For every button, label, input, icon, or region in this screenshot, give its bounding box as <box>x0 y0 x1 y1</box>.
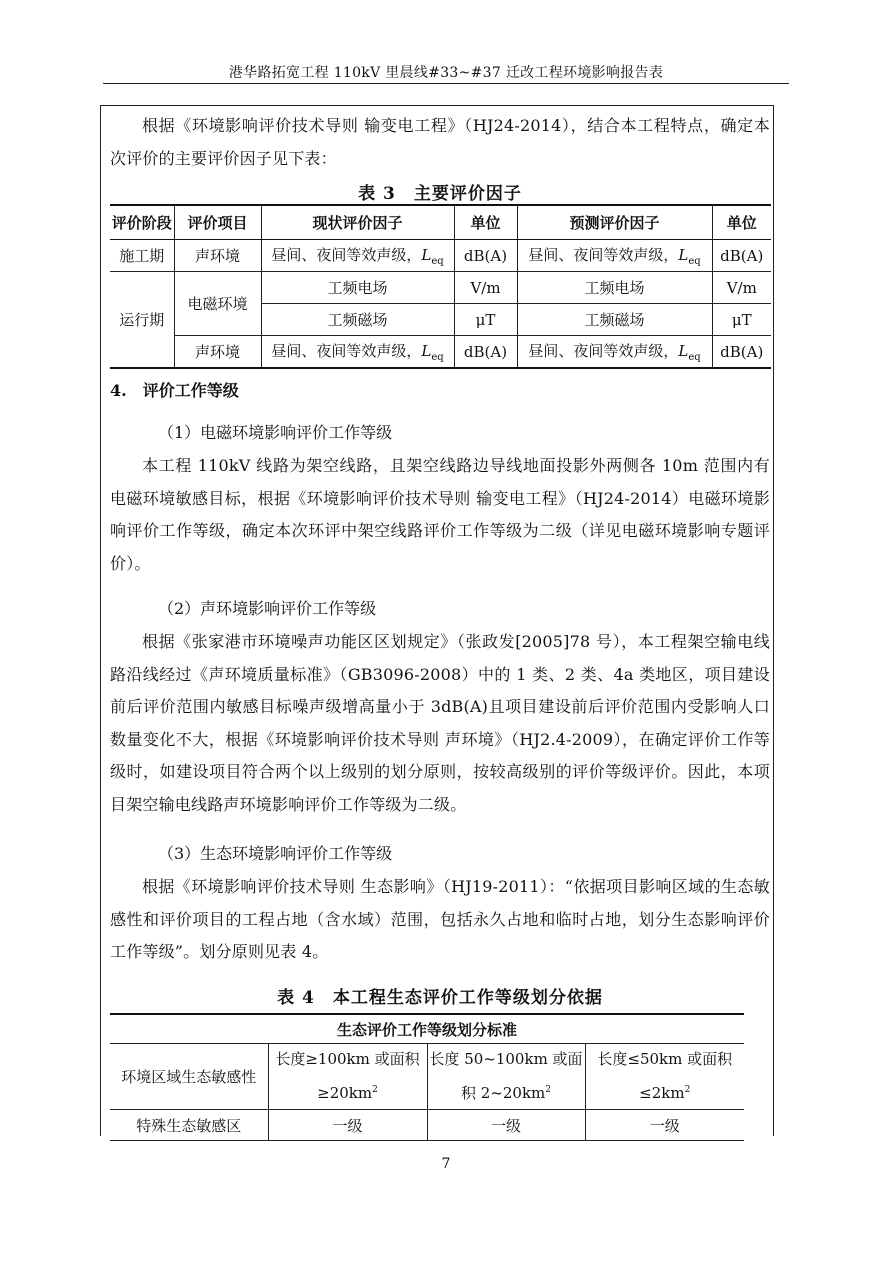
factor-cell: 工频磁场 <box>261 304 454 336</box>
factor-cell: 工频电场 <box>517 272 712 304</box>
section4-heading: 4. 评价工作等级 <box>110 381 239 400</box>
header-unit-2: 单位 <box>712 205 771 240</box>
item-cell: 电磁环境 <box>174 272 261 336</box>
criteria-cell: 长度 50~100km 或面 积 $2\sim 20km^2$ <box>427 1044 585 1110</box>
intro-paragraph: 根据《环境影响评价技术导则 输变电工程》（HJ24-2014），结合本工程特点，确定本次评价的主要评价因子见下表： <box>110 116 770 168</box>
table4-caption: 表 4 本工程生态评价工作等级划分依据 <box>277 988 603 1008</box>
header-stage: 评价阶段 <box>110 205 174 240</box>
unit-cell: dB(A) <box>454 336 517 369</box>
factor-cell: 昼间、夜间等效声级，$L_{eq}$ <box>517 336 712 369</box>
criteria-cell: 长度≥100km 或面积 $\ge 20km^2$ <box>268 1044 427 1110</box>
item-cell: 声环境 <box>174 240 261 272</box>
row-label: 环境区域生态敏感性 <box>110 1044 268 1110</box>
table-row <box>110 1044 744 1110</box>
header-item: 评价项目 <box>174 205 261 240</box>
page-number: 7 <box>441 1156 451 1172</box>
subsection-sound-heading: （2）声环境影响评价工作等级 <box>158 599 377 618</box>
unit-cell: V/m <box>712 272 771 304</box>
table-row <box>110 240 771 272</box>
unit-cell: dB(A) <box>712 240 771 272</box>
subsection-eco-heading: （3）生态环境影响评价工作等级 <box>158 844 393 863</box>
header-rule <box>103 83 789 84</box>
standard-header: 生态评价工作等级划分标准 <box>110 1014 744 1044</box>
grade-cell: 一级 <box>585 1110 744 1141</box>
unit-cell: dB(A) <box>712 336 771 369</box>
header-unit: 单位 <box>454 205 517 240</box>
stage-cell: 施工期 <box>110 240 174 272</box>
factor-cell: 昼间、夜间等效声级，$L_{eq}$ <box>261 336 454 369</box>
table3-main-evaluation-factors <box>110 204 771 369</box>
sound-paragraph: 根据《张家港市环境噪声功能区区划规定》（张政发[2005]78 号），本工程架空输电线路沿线经过《声环境质量标准》（GB3096-2008）中的 1 类、2 类、4a 类地区，项目建设前后评价范围内敏感目标噪声级增高量小于 3dB(A)且项目建设前后评价范围内受影响人口数量变化不大，根据《环境影响评价技术导则 声环境》（HJ2.4-2009），在确定评价工作等级时，如建设项目符合两个以上级别的划分原则，按较高级别的评价等级评价。因此，本项目架空输电线路声环境影响评价工作等级为二级。 <box>110 632 770 814</box>
grade-cell: 一级 <box>427 1110 585 1141</box>
factor-cell: 昼间、夜间等效声级，$L_{eq}$ <box>517 240 712 272</box>
factor-cell: 工频磁场 <box>517 304 712 336</box>
row-label: 特殊生态敏感区 <box>110 1110 268 1141</box>
criteria-cell: 长度≤50km 或面积 $\le 2km^2$ <box>585 1044 744 1110</box>
factor-cell: 工频电场 <box>261 272 454 304</box>
subsection-em-heading: （1）电磁环境影响评价工作等级 <box>158 423 393 442</box>
table-header-row <box>110 205 771 240</box>
table-row <box>110 336 771 369</box>
table-row <box>110 1110 744 1141</box>
grade-cell: 一级 <box>268 1110 427 1141</box>
table-row <box>110 1014 744 1044</box>
page-header: 港华路拓宽工程 110kV 里晨线#33~#37 迁改工程环境影响报告表 <box>228 65 664 81</box>
factor-cell: 昼间、夜间等效声级，$L_{eq}$ <box>261 240 454 272</box>
table4-eco-grade-basis <box>110 1013 744 1141</box>
table3-caption: 表 3 主要评价因子 <box>358 184 522 204</box>
header-predicted-factor: 预测评价因子 <box>517 205 712 240</box>
table-row <box>110 272 771 304</box>
unit-cell: μT <box>454 304 517 336</box>
eco-paragraph: 根据《环境影响评价技术导则 生态影响》（HJ19-2011）：“依据项目影响区域的生态敏感性和评价项目的工程占地（含水域）范围，包括永久占地和临时占地，划分生态影响评价工作等级”。划分原则见表 4。 <box>110 877 770 961</box>
em-paragraph: 本工程 110kV 线路为架空线路，且架空线路边导线地面投影外两侧各 10m 范围内有电磁环境敏感目标，根据《环境影响评价技术导则 输变电工程》（HJ24-2014）电磁环境影响评价工作等级，确定本次环评中架空线路评价工作等级为二级（详见电磁环境影响专题评价）。 <box>110 456 770 573</box>
unit-cell: V/m <box>454 272 517 304</box>
item-cell: 声环境 <box>174 336 261 369</box>
header-current-factor: 现状评价因子 <box>261 205 454 240</box>
unit-cell: dB(A) <box>454 240 517 272</box>
unit-cell: μT <box>712 304 771 336</box>
stage-cell: 运行期 <box>110 272 174 369</box>
